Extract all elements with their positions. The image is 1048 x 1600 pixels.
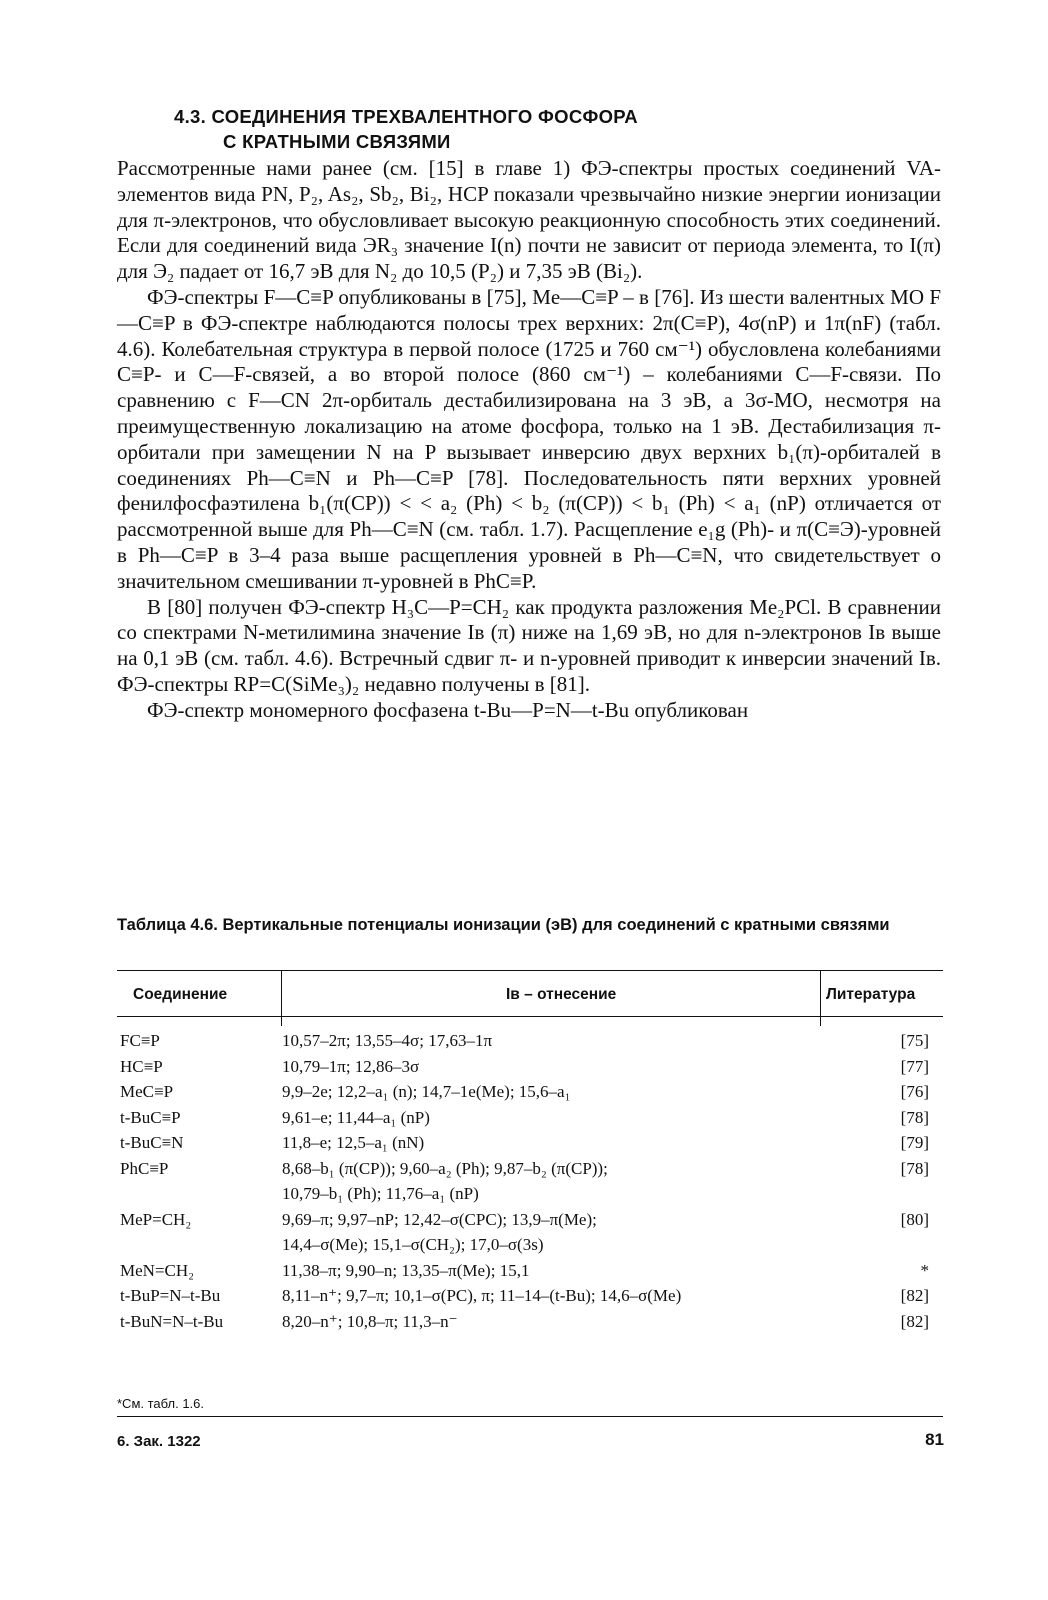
table-cell-reference: [80]: [900, 1209, 929, 1229]
table-cell-compound: HC≡P: [120, 1056, 163, 1076]
table-cell-assignment: 9,61–e; 11,44–a₁ (nP): [282, 1107, 430, 1127]
table-cell-assignment: 8,20–n⁺; 10,8–π; 11,3–n⁻: [282, 1311, 458, 1331]
page-number: 81: [925, 1430, 944, 1449]
table-cell-reference: [78]: [900, 1107, 929, 1127]
table-cell-reference: [862, 1232, 935, 1258]
table-cell-reference: [82]: [900, 1286, 929, 1305]
table-row: [120, 1309, 935, 1335]
table-row: [120, 1283, 935, 1309]
table-cell-compound: MeN=CH₂: [120, 1260, 195, 1280]
paragraph-4: ФЭ-спектр мономерного фосфазена t-Bu—P=N—t-Bu опубликован: [147, 697, 749, 722]
table-row: [120, 1028, 935, 1054]
table-cell-compound: t-BuC≡P: [120, 1107, 181, 1127]
table-row: [120, 1156, 935, 1182]
table-header-compound: Соединение: [133, 986, 228, 1003]
table-col-divider-2: [820, 970, 821, 1026]
table-cell-assignment: 8,68–b₁ (π(CP)); 9,60–a₂ (Ph); 9,87–b₂ (π(CP));: [282, 1158, 608, 1178]
table-cell-reference: [78]: [900, 1158, 929, 1178]
table-cell-reference: [862, 1181, 935, 1207]
table-cell-compound: MeP=CH₂: [120, 1209, 192, 1229]
footer-rule: [117, 1416, 943, 1417]
table-cell-compound: t-BuP=N–t-Bu: [120, 1286, 221, 1305]
table-cell-assignment: 10,79–1π; 12,86–3σ: [282, 1056, 420, 1076]
table-cell-reference: *: [920, 1260, 929, 1280]
table-caption: Таблица 4.6. Вертикальные потенциалы ионизации (эВ) для соединений с кратными связями: [117, 916, 890, 934]
table-row: [120, 1232, 935, 1258]
paragraph-1: Рассмотренные нами ранее (см. [15] в главе 1) ФЭ-спектры простых соединений VA-элементов вида PN, P₂, As₂, Sb₂, Bi₂, HCP показали чрезвычайно низкие энергии ионизации для π-электронов, что обусловливает высокую реакционную способность этих соединений. Если для соединений вида ЭR₃ значение I(n) почти не зависит от периода элемента, то I(π) для Э₂ падает от 16,7 эВ для N₂ до 10,5 (P₂) и 7,35 эВ (Bi₂).: [117, 156, 941, 284]
paragraph-2: ФЭ-спектры F—C≡P опубликованы в [75], Me—C≡P – в [76]. Из шести валентных МО F—C≡P в ФЭ-спектре наблюдаются полосы трех верхних: 2π(C≡P), 4σ(nP) и 1π(nF) (табл. 4.6). Колебательная структура в первой полосе (1725 и 760 см⁻¹) обусловлена колебаниями C≡P- и C—F-связей, а во второй полосе (860 см⁻¹) – колебаниями C—F-связи. По сравнению с F—CN 2π-орбиталь дестабилизирована на 3 эВ, а 3σ-МО, несмотря на преимущественную локализацию на атоме фосфора, только на 1 эВ. Дестабилизация π-орбитали при замещении N на P вызывает инверсию двух верхних b₁(π)-орбиталей в соединениях Ph—C≡N и Ph—C≡P [78]. Последовательность пяти верхних уровней фенилфосфаэтилена b₁(π(CP)) < < a₂ (Ph) < b₂ (π(CP)) < b₁ (Ph) < a₁ (nP) отличается от рассмотренной выше для Ph—C≡N (см. табл. 1.7). Расщепление e₁g (Ph)- и π(C≡Э)-уровней в Ph—C≡P в 3–4 раза выше расщепления уровней в Ph—C≡N, что свидетельствует о значительном смешивании π-уровней в PhC≡P.: [117, 284, 941, 593]
table-cell-compound: [120, 1181, 282, 1207]
table-cell-reference: [77]: [900, 1056, 929, 1076]
table-row: [120, 1130, 935, 1156]
section-heading-line1: 4.3. СОЕДИНЕНИЯ ТРЕХВАЛЕНТНОГО ФОСФОРА: [174, 106, 638, 127]
table-cell-assignment: 8,11–n⁺; 9,7–π; 10,1–σ(PC), π; 11–14–(t-Bu); 14,6–σ(Me): [282, 1286, 682, 1305]
table-cell-assignment: 10,79–b₁ (Ph); 11,76–a₁ (nP): [282, 1184, 479, 1203]
table-row: [120, 1105, 935, 1131]
table-cell-reference: [75]: [900, 1031, 929, 1050]
printer-mark: 6. Зак. 1322: [117, 1433, 201, 1450]
table-cell-assignment: 9,69–π; 9,97–nP; 12,42–σ(CPC); 13,9–π(Me);: [282, 1209, 597, 1229]
table-cell-compound: FC≡P: [120, 1031, 160, 1050]
table-cell-assignment: 10,57–2π; 13,55–4σ; 17,63–1π: [282, 1031, 493, 1050]
table-row: [120, 1207, 935, 1233]
table-cell-reference: [76]: [900, 1082, 929, 1101]
section-heading: [174, 104, 894, 154]
table-cell-compound: t-BuN=N–t-Bu: [120, 1311, 224, 1331]
table-row: [120, 1054, 935, 1080]
table-cell-compound: PhC≡P: [120, 1158, 169, 1178]
table-cell-compound: [120, 1232, 282, 1258]
table-footnote: *См. табл. 1.6.: [117, 1396, 205, 1411]
table-cell-compound: t-BuC≡N: [120, 1133, 184, 1152]
table-header-reference: Литература: [826, 986, 916, 1003]
paragraph-3: В [80] получен ФЭ-спектр H₃C—P=CH₂ как продукта разложения Me₂PCl. В сравнении со спектрами N-метилимина значение Iв (π) ниже на 1,69 эВ, но для n-электронов Iв выше на 0,1 эВ (см. табл. 4.6). Встречный сдвиг π- и n-уровней приводит к инверсии значений Iв. ФЭ-спектры RP=C(SiMe₃)₂ недавно получены в [81].: [117, 594, 941, 696]
table-row: [120, 1258, 935, 1284]
table-cell-reference: [79]: [900, 1133, 929, 1152]
table-cell-assignment: 9,9–2e; 12,2–a₁ (n); 14,7–1e(Me); 15,6–a₁: [282, 1082, 571, 1101]
table-row: [120, 1181, 935, 1207]
table-cell-compound: MeC≡P: [120, 1082, 174, 1101]
table-header-assignment: Iв – отнесение: [506, 986, 617, 1003]
table-row: [120, 1079, 935, 1105]
table-col-divider-1: [281, 970, 282, 1026]
body-text: [117, 156, 941, 724]
ionization-table: [120, 1028, 935, 1334]
section-heading-line2: С КРАТНЫМИ СВЯЗЯМИ: [223, 131, 451, 152]
table-cell-assignment: 11,38–π; 9,90–n; 13,35–π(Me); 15,1: [282, 1260, 530, 1280]
table-cell-reference: [82]: [900, 1311, 929, 1331]
table-cell-assignment: 11,8–e; 12,5–a₁ (nN): [282, 1133, 425, 1152]
table-cell-assignment: 14,4–σ(Me); 15,1–σ(CH₂); 17,0–σ(3s): [282, 1235, 544, 1254]
